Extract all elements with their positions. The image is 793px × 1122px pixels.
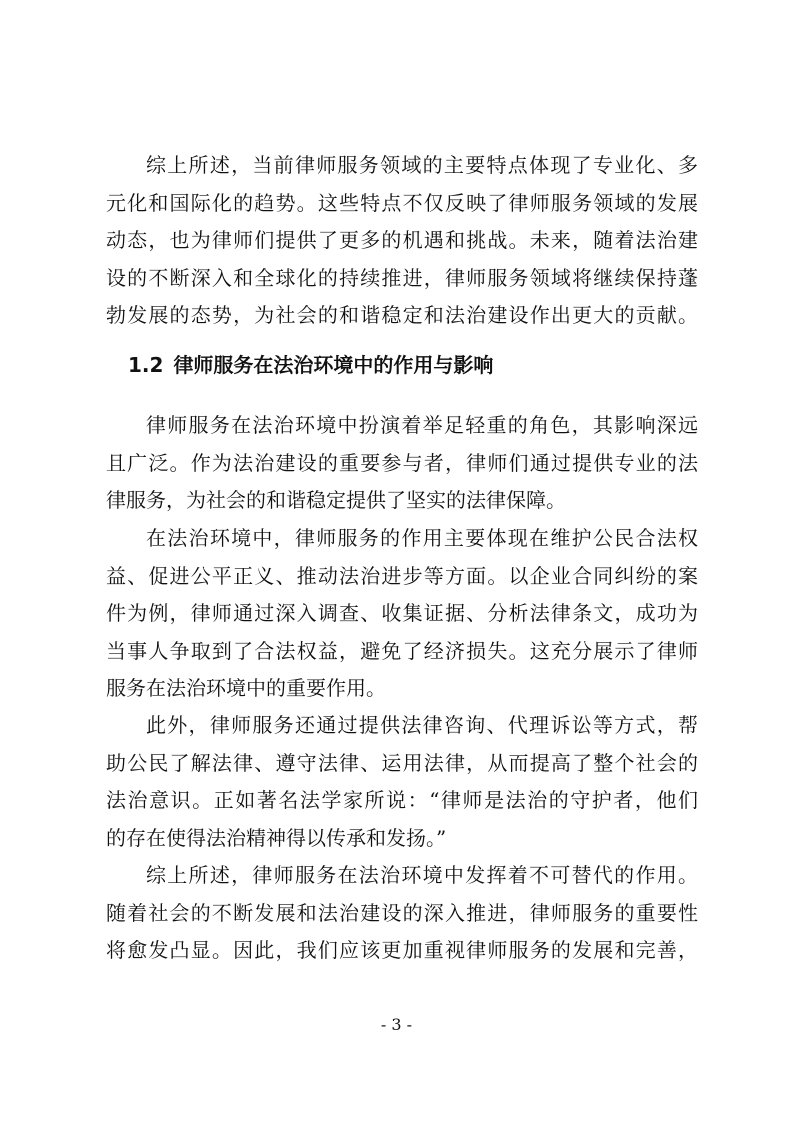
section-title: 律师服务在法治环境中的作用与影响 <box>173 353 494 377</box>
paragraph-line: 律服务，为社会的和谐稳定提供了坚实的法律保障。 <box>106 488 566 512</box>
paragraph-line: 件为例，律师通过深入调查、收集证据、分析法律条文，成功为 <box>106 601 698 625</box>
summary-paragraph <box>106 147 698 335</box>
paragraph-line: 律师服务在法治环境中扮演着举足轻重的角色，其影响深远 <box>146 413 698 437</box>
paragraph-line: 助公民了解法律、遵守法律、运用法律，从而提高了整个社会的 <box>106 750 698 775</box>
paragraph-line: 当事人争取到了合法权益，避免了经济损失。这充分展示了律师 <box>106 638 698 663</box>
paragraph-line: 元化和国际化的趋势。这些特点不仅反映了律师服务领域的发展 <box>106 190 698 215</box>
paragraph-line: 综上所述，律师服务在法治环境中发挥着不可替代的作用。 <box>146 863 698 887</box>
paragraph-4 <box>106 857 698 970</box>
paragraph-line: 此外，律师服务还通过提供法律咨询、代理诉讼等方式，帮 <box>146 713 698 737</box>
paragraph-line: 随着社会的不断发展和法治建设的深入推进，律师服务的重要性 <box>106 900 698 925</box>
paragraph-2 <box>106 520 698 708</box>
paragraph-line: 在法治环境中，律师服务的作用主要体现在维护公民合法权 <box>146 526 698 550</box>
paragraph-line: 动态，也为律师们提供了更多的机遇和挑战。未来，随着法治建 <box>106 228 698 252</box>
paragraph-line: 的存在使得法治精神得以传承和发扬。” <box>106 825 447 850</box>
paragraph-line: 将愈发凸显。因此，我们应该更加重视律师服务的发展和完善， <box>106 938 698 962</box>
paragraph-line: 且广泛。作为法治建设的重要参与者，律师们通过提供专业的法 <box>106 450 698 475</box>
paragraph-3 <box>106 707 698 857</box>
paragraph-line: 勃发展的态势，为社会的和谐稳定和法治建设作出更大的贡献。 <box>106 303 698 327</box>
paragraph-line: 设的不断深入和全球化的持续推进，律师服务领域将继续保持蓬 <box>106 265 698 290</box>
page-number: - 3 - <box>380 1015 413 1034</box>
paragraph-1 <box>106 407 698 520</box>
paragraph-line: 综上所述，当前律师服务领域的主要特点体现了专业化、多 <box>146 153 698 177</box>
section-number: 1.2 <box>128 353 164 377</box>
paragraph-line: 服务在法治环境中的重要作用。 <box>106 676 386 700</box>
paragraph-line: 法治意识。正如著名法学家所说：“律师是法治的守护者，他们 <box>106 788 698 812</box>
section-heading <box>128 347 493 383</box>
paragraph-line: 益、促进公平正义、推动法治进步等方面。以企业合同纠纷的案 <box>106 563 698 588</box>
